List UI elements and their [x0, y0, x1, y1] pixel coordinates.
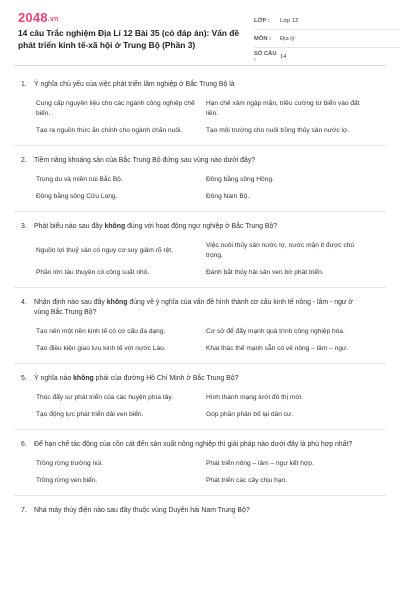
question-line	[14, 156, 386, 166]
answer-option[interactable]: Hình thành mạng lưới đô thị mới.	[206, 394, 303, 401]
question-text	[34, 374, 386, 384]
answer-options	[14, 99, 386, 136]
question-4	[14, 298, 386, 364]
question-line	[14, 298, 386, 318]
question-emphasis: không	[73, 375, 94, 382]
logo-suffix: .vn	[47, 16, 59, 23]
answer-options	[14, 459, 386, 486]
question-number: 1.	[21, 81, 27, 88]
question-text	[34, 80, 386, 90]
meta-value: Địa lý	[280, 35, 295, 42]
document-meta	[254, 12, 400, 66]
question-text	[34, 298, 386, 318]
question-emphasis: không	[106, 299, 128, 306]
answer-options	[14, 327, 386, 354]
answer-option[interactable]: Cung cấp nguyên liệu cho các ngành công nghiệp chế biến.	[36, 100, 195, 117]
question-number: 2.	[21, 157, 27, 164]
question-text-part: Phát biểu nào sau đây	[34, 223, 105, 230]
question-text-part: Nhận định nào sau đây	[34, 299, 107, 306]
question-number: 5.	[21, 375, 27, 382]
question-text	[34, 156, 386, 166]
question-text	[34, 440, 386, 450]
answer-option[interactable]: Đánh bắt thủy hải sản ven bờ phát triển.	[206, 269, 324, 276]
answer-option[interactable]: Thúc đẩy sự phát triển của các huyện phía tây.	[36, 394, 173, 401]
question-text	[34, 506, 386, 516]
question-number: 4.	[21, 299, 27, 306]
answer-option[interactable]: Phần lớn tàu thuyền có công suất nhỏ.	[36, 269, 150, 276]
question-divider	[14, 429, 386, 430]
answer-option[interactable]: Góp phần phân bố lại dân cư.	[206, 411, 294, 418]
answer-option[interactable]: Tạo nên một nền kinh tế có cơ cấu đa dạng.	[36, 328, 166, 335]
question-5	[14, 374, 386, 430]
question-line	[14, 222, 386, 232]
question-number: 3.	[21, 223, 27, 230]
question-2	[14, 156, 386, 212]
question-divider	[14, 211, 386, 212]
question-divider	[14, 363, 386, 364]
page-header	[14, 0, 386, 66]
answer-option[interactable]: Tạo điều kiện giao lưu kinh tế với nước Lào.	[36, 345, 166, 352]
answer-option[interactable]: Trồng rừng ven biển.	[36, 477, 98, 484]
meta-value: 14	[280, 54, 287, 60]
answer-option[interactable]: Đồng bằng sông Cửu Long.	[36, 193, 118, 200]
answer-option[interactable]: Tạo môi trường cho nuôi trồng thủy sản nước lợ.	[206, 127, 350, 134]
meta-row-count	[254, 48, 400, 66]
answer-option[interactable]: Hạn chế xâm ngập mặn, triều cường từ biển vào đất liền.	[206, 100, 360, 117]
question-number: 7.	[21, 507, 27, 514]
question-text	[34, 222, 386, 232]
logo-text: 2048	[18, 10, 48, 25]
answer-option[interactable]: Đông Nam Bộ.	[206, 193, 250, 200]
question-divider	[14, 287, 386, 288]
question-text-part: Ý nghĩa nào	[34, 375, 74, 382]
question-line	[14, 440, 386, 450]
question-3	[14, 222, 386, 288]
answer-option[interactable]: Phát triển các cây chịu hạn.	[206, 477, 288, 484]
question-number: 6.	[21, 441, 27, 448]
meta-row-subject	[254, 30, 400, 48]
question-7	[14, 506, 386, 516]
question-1	[14, 80, 386, 146]
question-list	[14, 66, 386, 516]
question-text-part: Nhà máy thủy điện nào sau đây thuộc vùng Duyên hải Nam Trung Bộ?	[34, 507, 250, 514]
question-line	[14, 506, 386, 516]
answer-option[interactable]: Trồng rừng trường núi.	[36, 460, 104, 467]
document-title: 14 câu Trắc nghiệm Địa Lí 12 Bài 35 (có đáp án): Vấn đề phát triển kinh tế-xã hội ở Trung Bộ (Phần 3)	[18, 28, 240, 50]
answer-options	[14, 175, 386, 202]
question-text-part: phải của đường Hồ Chí Minh ở Bắc Trung Bộ?	[93, 375, 239, 382]
answer-option[interactable]: Nguồn lợi thuỷ sản có nguy cơ suy giảm rõ rệt.	[36, 247, 173, 254]
site-logo[interactable]	[18, 10, 58, 25]
question-divider	[14, 495, 386, 496]
answer-options	[14, 241, 386, 278]
meta-label: MÔN :	[254, 35, 272, 42]
question-line	[14, 374, 386, 384]
answer-option[interactable]: Đồng bằng sông Hồng.	[206, 176, 274, 183]
answer-option[interactable]: Khai thác thế mạnh sẵn có về nông – lâm – ngư.	[206, 345, 349, 352]
answer-options	[14, 393, 386, 420]
answer-option[interactable]: Việc nuôi thủy sản nước lợ, nước mặn it được chú trọng.	[206, 242, 355, 259]
meta-label: SỐ CÂU :	[254, 51, 277, 63]
question-text-part: đúng về ý nghĩa của vấn đề hình thành cơ cấu kinh tế nông - lâm - ngư ở vùng Bắc Trung Bộ?	[34, 299, 353, 316]
question-line	[14, 80, 386, 90]
meta-row-grade	[254, 12, 400, 30]
answer-option[interactable]: Tạo ra nguồn thức ăn chính cho ngành chăn nuôi.	[36, 127, 183, 134]
question-text-part: Ý nghĩa chủ yếu của việc phát triển lâm nghiệp ở Bắc Trung Bộ là	[34, 81, 235, 88]
answer-option[interactable]: Cơ sở để đẩy mạnh quá trình công nghiệp hóa.	[206, 328, 345, 335]
question-divider	[14, 145, 386, 146]
question-emphasis: không	[104, 223, 126, 230]
question-text-part: Tiềm năng khoáng sản của Bắc Trung Bộ đứng sau vùng nào dưới đây?	[34, 157, 256, 164]
meta-value: Lớp 12	[280, 17, 299, 24]
question-text-part: Để hạn chế tác động của cồn cát đến sản xuất nông nghiệp thì giải pháp nào dưới đây là phù hợp nhất?	[34, 441, 353, 448]
answer-option[interactable]: Phát triển nông – lâm – ngư kết hợp.	[206, 460, 314, 467]
meta-label: LỚP :	[254, 17, 270, 24]
question-text-part: đúng với hoạt động ngư nghiệp ở Bắc Trung Bộ?	[125, 223, 278, 230]
question-6	[14, 440, 386, 496]
answer-option[interactable]: Trung du và miền núi Bắc Bộ.	[36, 176, 123, 183]
answer-option[interactable]: Tạo động lực phát triển dải ven biển.	[36, 411, 144, 418]
